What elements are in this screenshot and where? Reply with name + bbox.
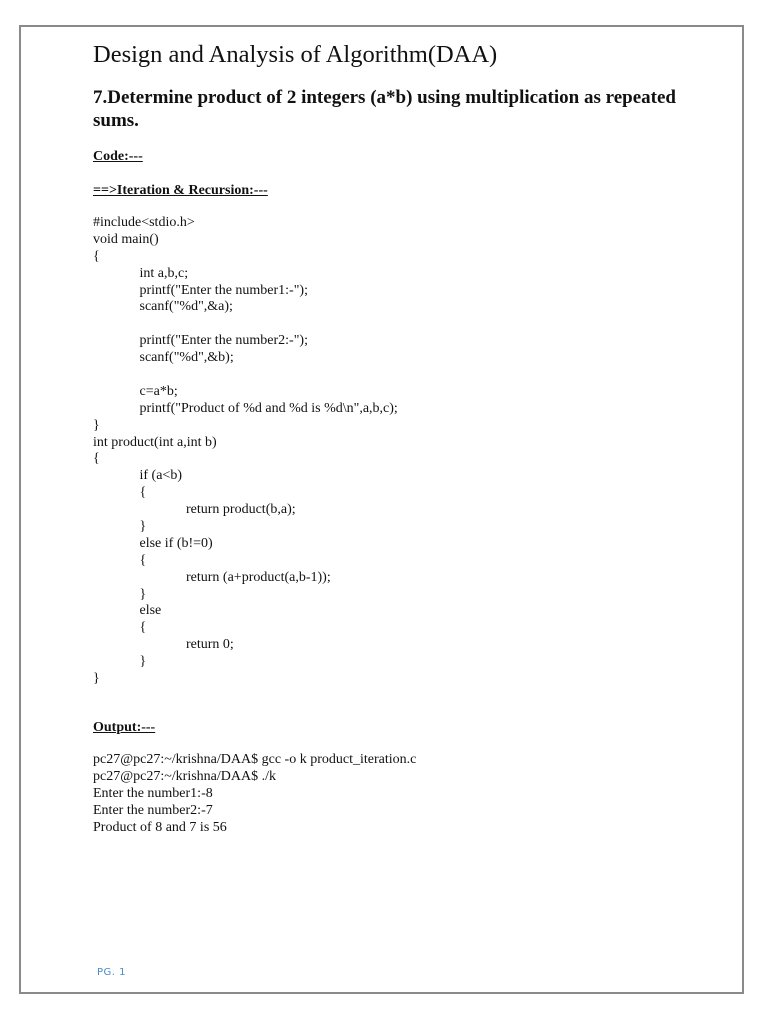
code-line: } (93, 671, 100, 687)
code-line: int a,b,c; (139, 265, 189, 281)
code-line: int product(int a,int b) (93, 434, 217, 450)
code-line: else if (b!=0) (139, 535, 213, 551)
code-line: } (139, 586, 147, 602)
output-line: pc27@pc27:~/krishna/DAA$ gcc -o k product_iteration.c (93, 752, 417, 767)
code-line: printf("Enter the number2:-"); (139, 333, 308, 349)
output-line: Product of 8 and 7 is 56 (93, 819, 227, 835)
code-line: } (139, 519, 147, 535)
output-heading: Output:--- (93, 720, 156, 735)
code-line: else (139, 603, 162, 619)
code-line: #include<stdio.h> (93, 215, 195, 230)
document-header: Design and Analysis of Algorithm(DAA) (93, 41, 498, 68)
output-line: pc27@pc27:~/krishna/DAA$ ./k (93, 768, 276, 784)
subsection-heading: ==>Iteration & Recursion:--- (93, 183, 268, 198)
code-line: return product(b,a); (186, 502, 296, 518)
code-line: { (93, 451, 100, 467)
code-line (93, 367, 398, 384)
code-heading: Code:--- (93, 149, 143, 164)
page-number: PG. 1 (97, 967, 126, 978)
code-line: return (a+product(a,b-1)); (186, 569, 331, 585)
code-line: c=a*b; (139, 383, 178, 399)
code-line: if (a<b) (139, 468, 182, 484)
code-line: { (139, 485, 147, 501)
code-line: { (139, 620, 147, 636)
code-line: printf("Enter the number1:-"); (139, 282, 308, 298)
code-line: { (93, 248, 100, 264)
code-line: void main() (93, 231, 159, 247)
code-line: scanf("%d",&a); (139, 299, 233, 315)
code-line: printf("Product of %d and %d is %d\n",a,b,c); (139, 400, 398, 416)
code-line: return 0; (186, 637, 234, 653)
output-line: Enter the number2:-7 (93, 802, 213, 818)
code-line (93, 316, 398, 333)
code-line: } (139, 654, 147, 670)
document-title: 7.Determine product of 2 integers (a*b) using multiplication as repeated sums. (93, 87, 676, 131)
code-line: { (139, 552, 147, 568)
code-block (93, 215, 398, 688)
code-line: } (93, 417, 100, 433)
output-line: Enter the number1:-8 (93, 785, 213, 801)
code-line: scanf("%d",&b); (139, 350, 234, 366)
output-block (93, 752, 416, 836)
